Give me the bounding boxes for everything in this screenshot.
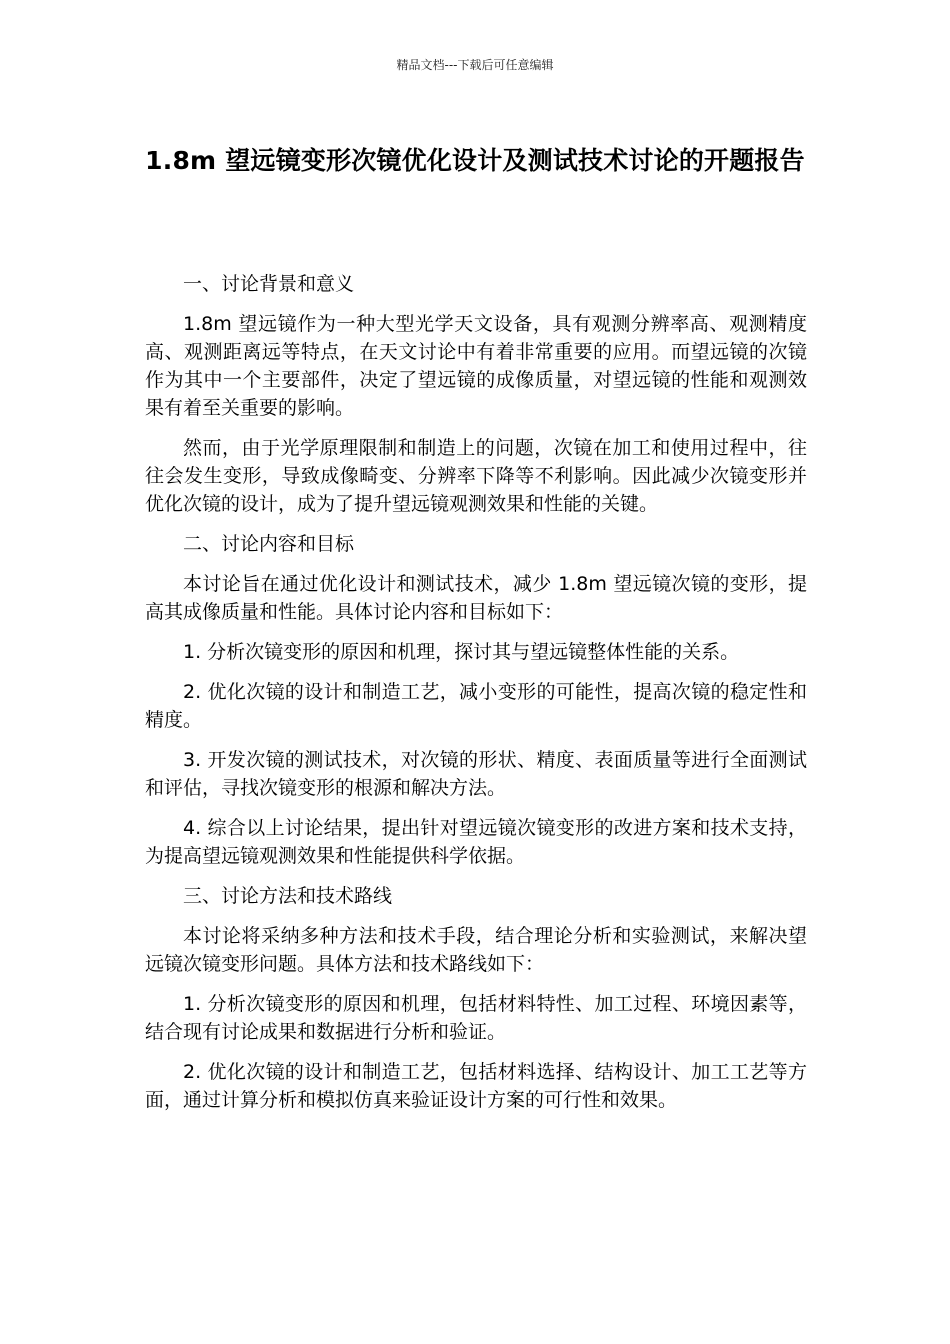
list-item: 2. 优化次镜的设计和制造工艺，减小变形的可能性，提高次镜的稳定性和精度。 (145, 681, 807, 731)
section-heading-background: 一、讨论背景和意义 (183, 273, 355, 295)
document-body (145, 270, 807, 1126)
paragraph: 然而，由于光学原理限制和制造上的问题，次镜在加工和使用过程中，往往会发生变形，导致成像畸变、分辨率下降等不利影响。因此减少次镜变形并优化次镜的设计，成为了提升望远镜观测效果和性能的关键。 (145, 437, 807, 515)
list-item: 2. 优化次镜的设计和制造工艺，包括材料选择、结构设计、加工工艺等方面，通过计算分析和模拟仿真来验证设计方案的可行性和效果。 (145, 1061, 807, 1111)
paragraph: 本讨论旨在通过优化设计和测试技术，减少 1.8m 望远镜次镜的变形，提高其成像质量和性能。具体讨论内容和目标如下： (145, 573, 807, 623)
section-heading-methods: 三、讨论方法和技术路线 (183, 885, 393, 907)
page-header: 精品文档---下载后可任意编辑 (396, 58, 554, 72)
list-item: 4. 综合以上讨论结果，提出针对望远镜次镜变形的改进方案和技术支持，为提高望远镜观测效果和性能提供科学依据。 (145, 817, 807, 867)
paragraph: 1.8m 望远镜作为一种大型光学天文设备，具有观测分辨率高、观测精度高、观测距离远等特点，在天文讨论中有着非常重要的应用。而望远镜的次镜作为其中一个主要部件，决定了望远镜的成像质量，对望远镜的性能和观测效果有着至关重要的影响。 (145, 313, 807, 419)
list-item: 1. 分析次镜变形的原因和机理，包括材料特性、加工过程、环境因素等，结合现有讨论成果和数据进行分析和验证。 (145, 993, 807, 1043)
section-heading-content-goals: 二、讨论内容和目标 (183, 533, 355, 555)
list-item: 3. 开发次镜的测试技术，对次镜的形状、精度、表面质量等进行全面测试和评估，寻找次镜变形的根源和解决方法。 (145, 749, 807, 799)
list-item: 1. 分析次镜变形的原因和机理，探讨其与望远镜整体性能的关系。 (183, 641, 740, 663)
paragraph: 本讨论将采纳多种方法和技术手段，结合理论分析和实验测试，来解决望远镜次镜变形问题。具体方法和技术路线如下： (145, 925, 807, 975)
document-title: 1.8m 望远镜变形次镜优化设计及测试技术讨论的开题报告 (145, 146, 805, 175)
